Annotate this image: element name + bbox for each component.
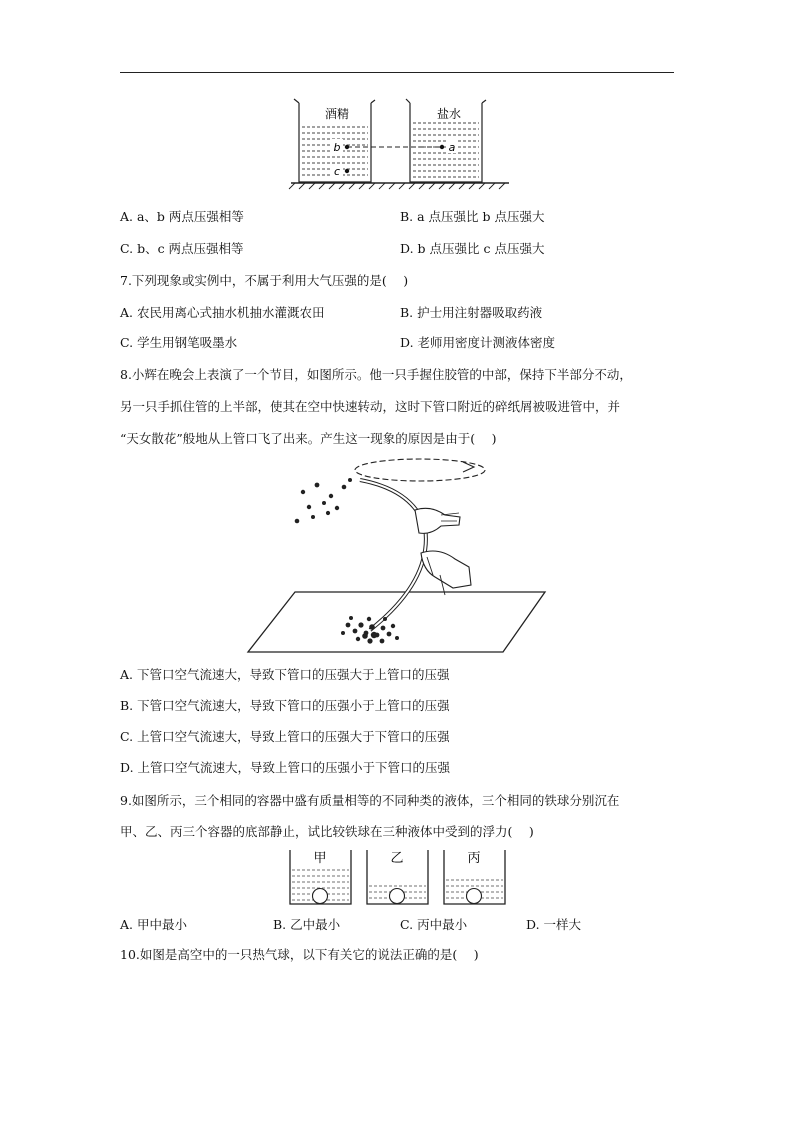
container-yi-label: 乙 — [390, 851, 404, 866]
container-bing — [444, 850, 505, 904]
q8-stem-line-1: 8.小辉在晚会上表演了一个节目，如图所示。他一只手握住胶管的中部，保持下半部分不动， — [120, 367, 632, 382]
point-c-label: c — [333, 165, 341, 178]
q8-stem-line-3: “天女散花”般地从上管口飞了出来。产生这一现象的原因是由于( ) — [120, 431, 497, 446]
point-a — [440, 145, 444, 149]
q7-option-b: B. 护士用注射器吸取药液 — [400, 305, 543, 320]
right-beaker-label: 盐水 — [436, 107, 462, 121]
left-beaker-label: 酒精 — [324, 107, 350, 121]
q8-option-c: C. 上管口空气流速大，导致上管口的压强大于下管口的压强 — [120, 729, 450, 744]
point-c — [345, 169, 349, 173]
header-rule — [120, 72, 674, 73]
q9-stem-line-1: 9.如图所示，三个相同的容器中盛有质量相等的不同种类的液体，三个相同的铁球分别沉在 — [120, 793, 620, 808]
q8-option-a: A. 下管口空气流速大，导致下管口的压强大于上管口的压强 — [120, 667, 450, 682]
q9-stem-line-2: 甲、乙、丙三个容器的底部静止，试比较铁球在三种液体中受到的浮力( ) — [120, 824, 534, 839]
q9-option-c: C. 丙中最小 — [400, 917, 468, 932]
table-surface — [248, 592, 545, 652]
lower-hand — [421, 551, 471, 588]
flying-paper-bits — [295, 478, 352, 523]
containers-figure — [285, 848, 510, 908]
q7-stem: 7.下列现象或实例中，不属于利用大气压强的是( ) — [120, 273, 409, 288]
ground-hatch — [289, 183, 505, 189]
q7-option-c: C. 学生用钢笔吸墨水 — [120, 335, 238, 350]
point-b-label: b — [333, 141, 341, 154]
q8-stem-line-2: 另一只手抓住管的上半部，使其在空中快速转动，这时下管口附近的碎纸屑被吸进管中，并 — [120, 399, 621, 414]
q8-option-d: D. 上管口空气流速大，导致上管口的压强小于下管口的压强 — [120, 760, 451, 775]
q6-option-d: D. b 点压强比 c 点压强大 — [400, 241, 545, 256]
q6-option-c: C. b、c 两点压强相等 — [120, 241, 244, 256]
q6-option-a: A. a、b 两点压强相等 — [120, 209, 244, 224]
q9-option-a: A. 甲中最小 — [120, 917, 187, 932]
q7-option-a: A. 农民用离心式抽水机抽水灌溉农田 — [120, 305, 325, 320]
point-b — [345, 145, 349, 149]
q7-option-d: D. 老师用密度计测液体密度 — [400, 335, 556, 350]
container-jia-label: 甲 — [313, 851, 327, 866]
container-jia — [290, 850, 351, 904]
tube-lower — [370, 527, 426, 630]
q9-option-d: D. 一样大 — [526, 917, 582, 932]
beakers-figure — [285, 95, 515, 190]
q9-option-b: B. 乙中最小 — [273, 917, 341, 932]
tube-upper — [360, 480, 425, 527]
rotation-path — [355, 459, 485, 481]
q8-option-b: B. 下管口空气流速大，导致下管口的压强小于上管口的压强 — [120, 698, 450, 713]
point-a-label: a — [448, 141, 456, 154]
container-yi — [367, 850, 428, 904]
q6-option-b: B. a 点压强比 b 点压强大 — [400, 209, 545, 224]
container-bing-label: 丙 — [467, 851, 481, 866]
tube-figure — [245, 455, 550, 655]
q10-stem: 10.如图是高空中的一只热气球，以下有关它的说法正确的是( ) — [120, 947, 479, 962]
